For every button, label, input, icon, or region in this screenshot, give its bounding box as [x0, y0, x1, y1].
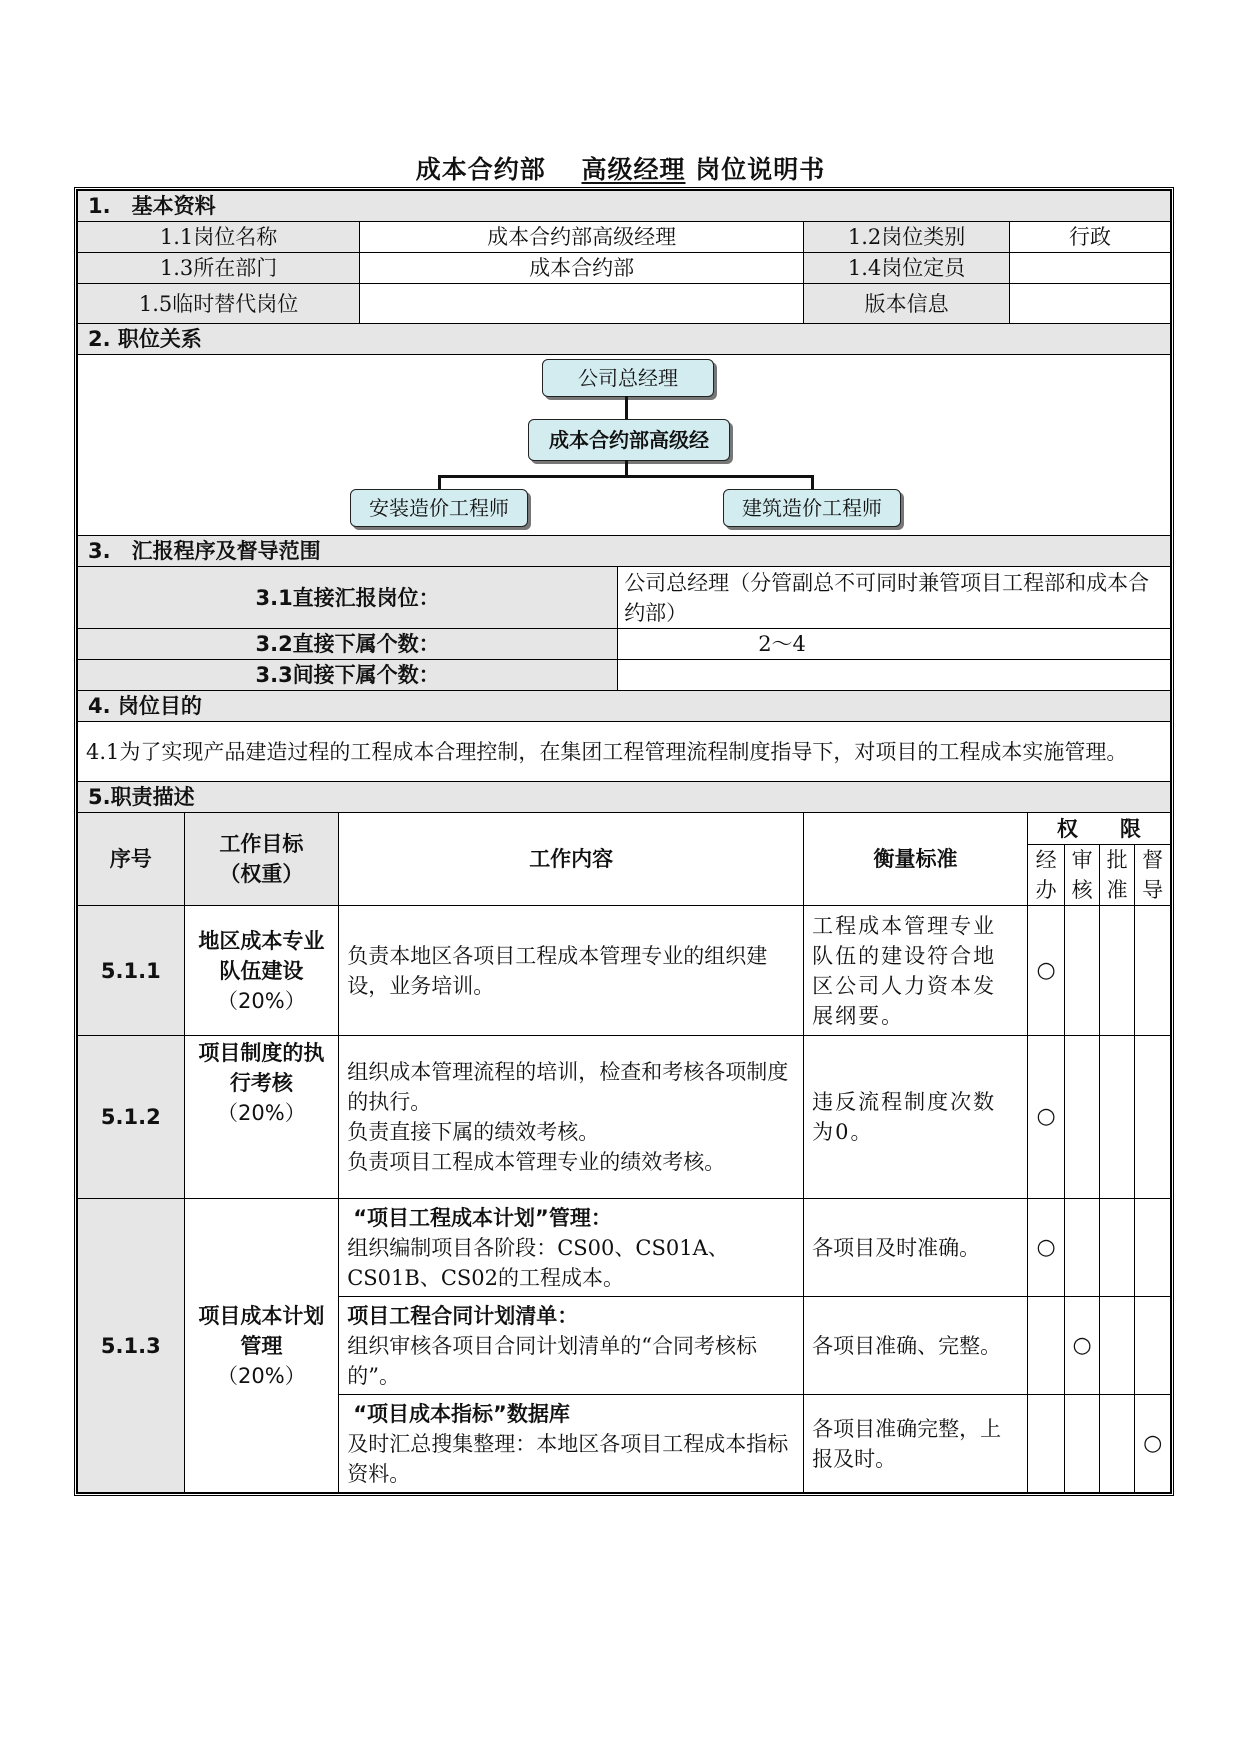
header-auth-handle: 经办 — [1027, 845, 1065, 906]
duty-subtext: 及时汇总搜集整理：本地区各项目工程成本指标资料。 — [347, 1431, 789, 1486]
main-table — [77, 190, 1171, 1493]
header-weight-label: （权重） — [219, 862, 304, 886]
mark-empty — [1135, 1297, 1171, 1395]
basic-row — [78, 253, 1171, 284]
indirect-subordinates-value — [618, 660, 1171, 691]
basic-label: 版本信息 — [804, 284, 1010, 324]
duty-content-line: 负责项目工程成本管理专业的绩效考核。 — [347, 1150, 726, 1174]
duty-subtitle: “项目成本指标”数据库 — [353, 1401, 570, 1426]
job-description-sheet — [74, 187, 1174, 1496]
duty-subtext: 组织编制项目各阶段：CS00、CS01A、CS01B、CS02的工程成本。 — [347, 1235, 729, 1290]
duty-subtext: 组织审核各项目合同计划清单的“合同考核标的”。 — [347, 1333, 757, 1388]
org-node-left: 安装造价工程师 — [350, 489, 528, 527]
basic-label: 1.1岗位名称 — [78, 222, 360, 253]
basic-value: 成本合约部 — [360, 253, 804, 284]
title-position: 高级经理 — [581, 155, 686, 184]
mark-supervise: ○ — [1135, 1395, 1171, 1493]
basic-label: 1.3所在部门 — [78, 253, 360, 284]
org-connector — [811, 475, 814, 490]
title-suffix: 岗位说明书 — [695, 155, 826, 184]
org-connector — [438, 475, 813, 478]
mark-handle: ○ — [1027, 906, 1065, 1036]
header-content: 工作内容 — [339, 813, 804, 906]
header-authority: 权 限 — [1027, 813, 1170, 845]
header-auth-supervise: 督导 — [1135, 845, 1171, 906]
mark-empty — [1065, 906, 1099, 1036]
duty-row — [78, 1199, 1171, 1297]
basic-row — [78, 222, 1171, 253]
mark-empty — [1065, 1036, 1099, 1199]
mark-empty — [1135, 1036, 1171, 1199]
section-3-heading: 3. 汇报程序及督导范围 — [78, 536, 1171, 567]
header-target-label: 工作目标 — [219, 832, 304, 856]
header-target — [184, 813, 339, 906]
duty-standard: 违反流程制度次数为0。 — [804, 1036, 1028, 1199]
indirect-subordinates-label: 3.3间接下属个数： — [78, 660, 618, 691]
duty-content-line: 负责直接下属的绩效考核。 — [347, 1120, 600, 1144]
basic-value — [1010, 253, 1171, 284]
mark-empty — [1099, 1395, 1135, 1493]
basic-value — [1010, 284, 1171, 324]
duty-target — [184, 906, 339, 1036]
mark-empty — [1065, 1199, 1099, 1297]
duty-weight: （20%） — [217, 988, 306, 1013]
mark-empty — [1065, 1395, 1099, 1493]
section-4-heading: 4. 岗位目的 — [78, 691, 1171, 722]
direct-subordinates-value: 2～4 — [618, 629, 1171, 660]
mark-handle: ○ — [1027, 1036, 1065, 1199]
duty-weight: （20%） — [217, 1363, 306, 1388]
duty-subtitle: 项目工程合同计划清单： — [347, 1303, 579, 1328]
basic-row — [78, 284, 1171, 324]
duty-no: 5.1.2 — [78, 1036, 185, 1199]
duty-no: 5.1.3 — [78, 1199, 185, 1493]
duty-subcontent — [339, 1395, 804, 1493]
purpose-text: 4.1为了实现产品建造过程的工程成本合理控制，在集团工程管理流程制度指导下，对项目的工程成本实施管理。 — [78, 722, 1171, 782]
header-auth-approve: 批准 — [1099, 845, 1135, 906]
report-value: 公司总经理（分管副总不可同时兼管项目工程部和成本合约部） — [618, 567, 1171, 629]
duty-content: 负责本地区各项目工程成本管理专业的组织建设，业务培训。 — [339, 906, 804, 1036]
basic-label: 1.2岗位类别 — [804, 222, 1010, 253]
basic-label: 1.5临时替代岗位 — [78, 284, 360, 324]
duty-standard: 各项目及时准确。 — [804, 1199, 1028, 1297]
duty-content-line: 组织成本管理流程的培训，检查和考核各项制度的执行。 — [347, 1060, 789, 1114]
header-no: 序号 — [78, 813, 185, 906]
basic-value: 成本合约部高级经理 — [360, 222, 804, 253]
duty-standard: 各项目准确、完整。 — [804, 1297, 1028, 1395]
basic-value — [360, 284, 804, 324]
duty-target-text: 地区成本专业队伍建设 — [198, 928, 325, 983]
duty-target — [184, 1199, 339, 1493]
mark-empty — [1027, 1395, 1065, 1493]
duty-target-text: 项目成本计划管理 — [198, 1303, 325, 1358]
mark-empty — [1135, 906, 1171, 1036]
document-title — [0, 150, 1241, 186]
org-connector — [625, 460, 628, 476]
org-connector — [625, 396, 628, 419]
mark-empty — [1027, 1297, 1065, 1395]
header-auth-review: 审核 — [1065, 845, 1099, 906]
duty-row — [78, 1036, 1171, 1199]
mark-empty — [1099, 1297, 1135, 1395]
duty-subtitle: “项目工程成本计划”管理： — [353, 1205, 612, 1230]
duty-no: 5.1.1 — [78, 906, 185, 1036]
section-2-heading: 2. 职位关系 — [78, 324, 1171, 355]
basic-label: 1.4岗位定员 — [804, 253, 1010, 284]
mark-handle: ○ — [1027, 1199, 1065, 1297]
duty-standard: 工程成本管理专业队伍的建设符合地区公司人力资本发展纲要。 — [804, 906, 1028, 1036]
duty-subcontent — [339, 1297, 804, 1395]
duty-target — [184, 1036, 339, 1199]
duty-target-text: 项目制度的执行考核 — [198, 1041, 325, 1095]
header-standard: 衡量标准 — [804, 813, 1028, 906]
report-label: 3.1直接汇报岗位： — [78, 567, 618, 629]
basic-value: 行政 — [1010, 222, 1171, 253]
org-node-right: 建筑造价工程师 — [723, 489, 901, 527]
org-chart-cell — [78, 355, 1171, 536]
duty-row — [78, 906, 1171, 1036]
mark-review: ○ — [1065, 1297, 1099, 1395]
org-node-current: 成本合约部高级经 — [528, 419, 730, 461]
duty-content — [339, 1036, 804, 1199]
duty-standard: 各项目准确完整，上报及时。 — [804, 1395, 1028, 1493]
org-chart — [78, 355, 1170, 535]
section-5-heading: 5.职责描述 — [78, 782, 1171, 813]
direct-subordinates-label: 3.2直接下属个数： — [78, 629, 618, 660]
title-dept: 成本合约部 — [415, 155, 546, 184]
org-connector — [438, 475, 441, 490]
mark-empty — [1135, 1199, 1171, 1297]
section-1-heading: 1. 基本资料 — [78, 191, 1171, 222]
duty-subcontent — [339, 1199, 804, 1297]
mark-empty — [1099, 1036, 1135, 1199]
duty-weight: （20%） — [217, 1101, 306, 1125]
org-node-top: 公司总经理 — [542, 359, 714, 397]
mark-empty — [1099, 1199, 1135, 1297]
mark-empty — [1099, 906, 1135, 1036]
